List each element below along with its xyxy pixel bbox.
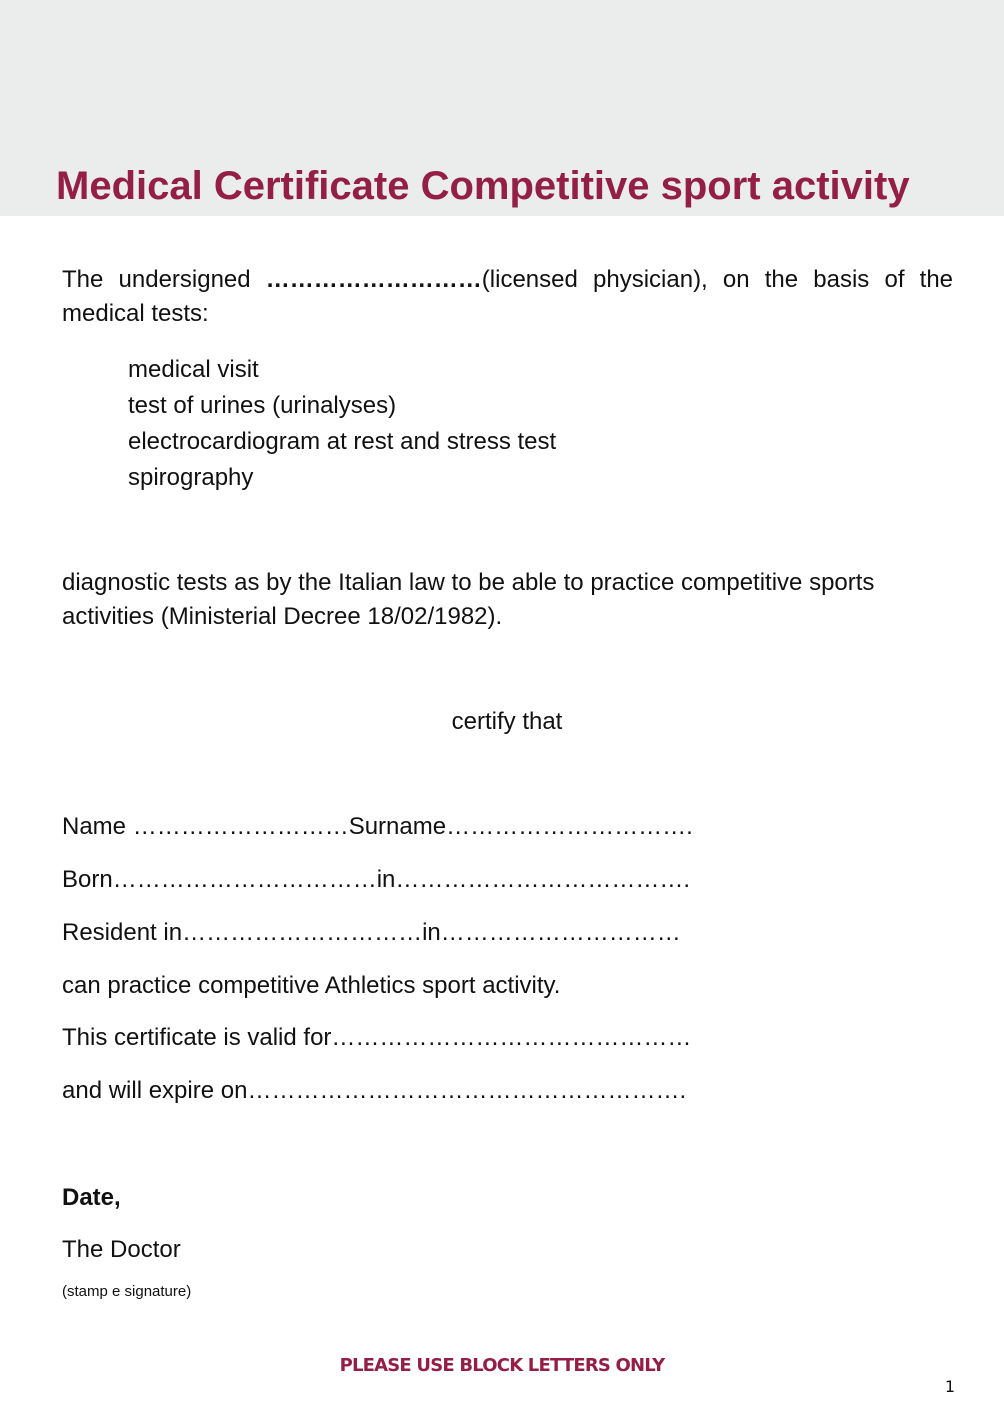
list-item: medical visit	[128, 356, 259, 383]
medical-tests-list	[128, 352, 556, 496]
list-item: electrocardiogram at rest and stress test	[128, 428, 557, 455]
page-number: 1	[944, 1377, 956, 1396]
activity-line: can practice competitive Athletics sport activity.	[62, 972, 561, 999]
intro-prefix: The undersigned	[62, 266, 266, 293]
certify-statement: certify that	[451, 708, 563, 735]
physician-name-blank: ………………………	[265, 266, 482, 293]
doctor-label: The Doctor	[62, 1236, 181, 1263]
page-title: Medical Certificate Competitive sport activity	[56, 164, 910, 208]
list-item: spirography	[128, 464, 254, 491]
name-surname-line: Name ………………………Surname………………………….	[62, 813, 693, 840]
validity-line: This certificate is valid for………………………………………	[62, 1024, 692, 1051]
list-item: test of urines (urinalyses)	[128, 392, 397, 419]
birth-line: Born……………………………in……………………………….	[62, 866, 691, 893]
block-letters-notice: PLEASE USE BLOCK LETTERS ONLY	[339, 1355, 665, 1376]
date-label: Date,	[62, 1184, 121, 1211]
expiry-line: and will expire on……………………………………………….	[62, 1077, 687, 1104]
decree-paragraph: diagnostic tests as by the Italian law to be able to practice competitive sports activities (Ministerial Decree 18/02/1982).	[62, 569, 875, 630]
intro-paragraph	[62, 263, 953, 331]
residence-line: Resident in…………………………in…………………………	[62, 919, 681, 946]
intro-suffix: (licensed physician), on the basis of the medical tests:	[62, 266, 954, 327]
stamp-signature-note: (stamp e signature)	[62, 1283, 192, 1300]
